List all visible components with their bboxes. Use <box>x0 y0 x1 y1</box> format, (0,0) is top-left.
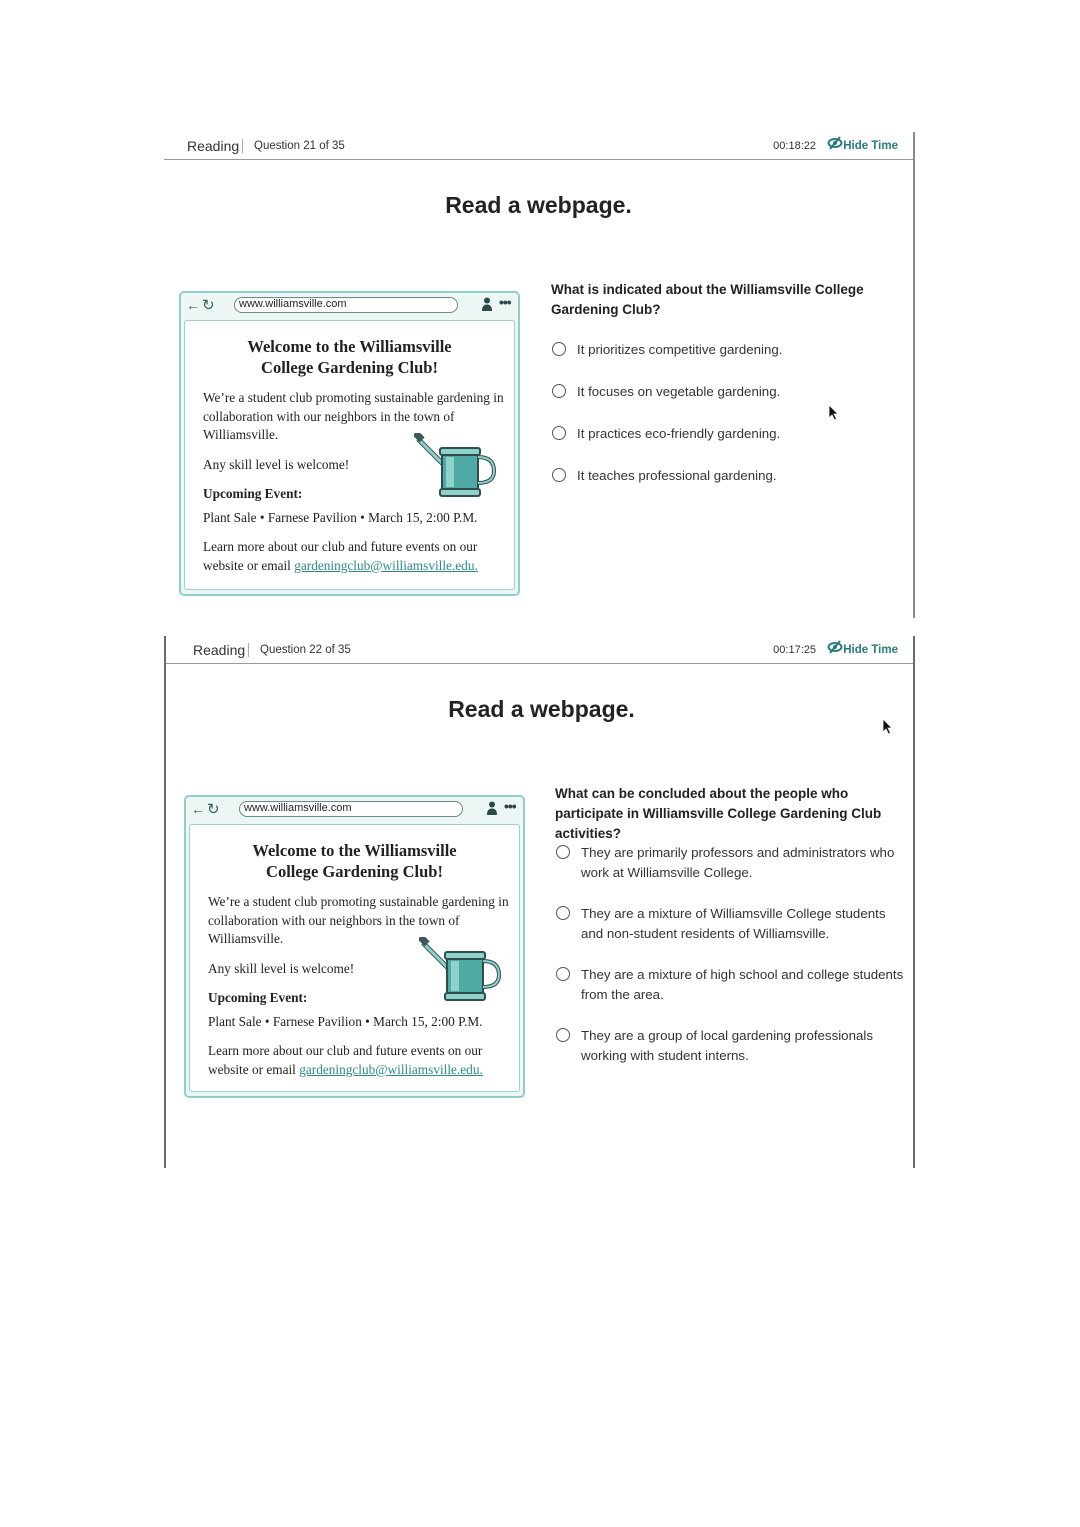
intro-text: We’re a student club promoting sustainable gardening in collaboration with our neighbors in the town of Williamsville. <box>203 390 504 442</box>
skill-text: Any skill level is welcome! <box>203 457 350 472</box>
more-dots-icon[interactable]: ••• <box>499 294 511 310</box>
divider <box>242 139 243 153</box>
divider <box>248 643 249 657</box>
hide-time-button[interactable]: Hide Time <box>843 140 898 152</box>
radio-button[interactable] <box>552 342 566 356</box>
option-label[interactable]: They are a mixture of high school and college students from the area. <box>581 967 904 1002</box>
option-label[interactable]: It practices eco-friendly gardening. <box>577 426 781 441</box>
question-text: What is indicated about the Williamsville College Gardening Club? <box>551 282 864 317</box>
timer: 00:18:22 <box>773 140 816 152</box>
event-heading: Upcoming Event: <box>208 990 308 1005</box>
back-arrow-icon[interactable]: ← <box>191 801 205 817</box>
site-title: Welcome to the Williamsville College Gardening Club! <box>252 841 457 881</box>
email-link[interactable]: gardeningclub@williamsville.edu. <box>299 1061 483 1077</box>
question-screen-22 <box>164 636 915 1168</box>
mouse-cursor-icon <box>828 404 839 421</box>
webpage-content <box>184 320 515 590</box>
user-icon[interactable] <box>487 801 497 815</box>
radio-button[interactable] <box>556 906 570 920</box>
browser-window <box>179 291 520 596</box>
question-screen-21 <box>164 132 915 618</box>
email-link[interactable]: gardeningclub@williamsville.edu. <box>294 557 478 573</box>
section-label: Reading <box>193 642 246 658</box>
mouse-cursor-icon <box>882 718 893 735</box>
radio-button[interactable] <box>552 384 566 398</box>
hide-time-button[interactable]: Hide Time <box>843 644 898 656</box>
option-label[interactable]: It teaches professional gardening. <box>577 468 777 483</box>
top-bar <box>166 636 913 664</box>
option-label[interactable]: They are primarily professors and administrators who work at Williamsville College. <box>581 845 895 880</box>
radio-button[interactable] <box>556 1028 570 1042</box>
watering-can-icon <box>414 433 498 497</box>
url-bar[interactable]: www.williamsville.com <box>234 297 458 313</box>
event-heading: Upcoming Event: <box>203 486 303 501</box>
watering-can-icon <box>419 937 503 1001</box>
user-icon[interactable] <box>482 297 492 311</box>
option-label[interactable]: They are a mixture of Williamsville College students and non-student residents of Williamsville. <box>581 906 886 941</box>
url-bar[interactable]: www.williamsville.com <box>239 801 463 817</box>
more-dots-icon[interactable]: ••• <box>504 798 516 814</box>
browser-window <box>184 795 525 1098</box>
webpage-content <box>189 824 520 1092</box>
eye-slash-icon[interactable] <box>827 639 843 655</box>
radio-button[interactable] <box>552 426 566 440</box>
skill-text: Any skill level is welcome! <box>208 961 355 976</box>
question-counter: Question 22 of 35 <box>260 644 351 656</box>
option-label[interactable]: It focuses on vegetable gardening. <box>577 384 781 399</box>
learn-more-label: Learn more about our club and future events on our website or email <box>208 1043 483 1077</box>
top-bar <box>164 132 913 160</box>
radio-button[interactable] <box>556 845 570 859</box>
event-details: Plant Sale • Farnese Pavilion • March 15, 2:00 P.M. <box>203 510 478 525</box>
section-label: Reading <box>187 138 240 154</box>
radio-button[interactable] <box>552 468 566 482</box>
reload-icon[interactable]: ↻ <box>202 297 215 314</box>
learn-more-text <box>203 538 503 575</box>
option-label[interactable]: It prioritizes competitive gardening. <box>577 342 783 357</box>
site-title: Welcome to the Williamsville College Gardening Club! <box>247 337 452 377</box>
option-label[interactable]: They are a group of local gardening professionals working with student interns. <box>581 1028 873 1063</box>
learn-more-text <box>208 1042 508 1079</box>
radio-button[interactable] <box>556 967 570 981</box>
intro-text: We’re a student club promoting sustainable gardening in collaboration with our neighbors in the town of Williamsville. <box>208 894 509 946</box>
timer: 00:17:25 <box>773 644 816 656</box>
learn-more-label: Learn more about our club and future events on our website or email <box>203 539 478 573</box>
question-text: What can be concluded about the people who participate in Williamsville College Gardening Club activities? <box>555 786 882 841</box>
eye-slash-icon[interactable] <box>827 135 843 151</box>
question-counter: Question 21 of 35 <box>254 140 345 152</box>
page-title: Read a webpage. <box>448 696 635 722</box>
back-arrow-icon[interactable]: ← <box>186 297 200 313</box>
reload-icon[interactable]: ↻ <box>207 801 220 818</box>
event-details: Plant Sale • Farnese Pavilion • March 15, 2:00 P.M. <box>208 1014 483 1029</box>
page-title: Read a webpage. <box>445 192 632 218</box>
